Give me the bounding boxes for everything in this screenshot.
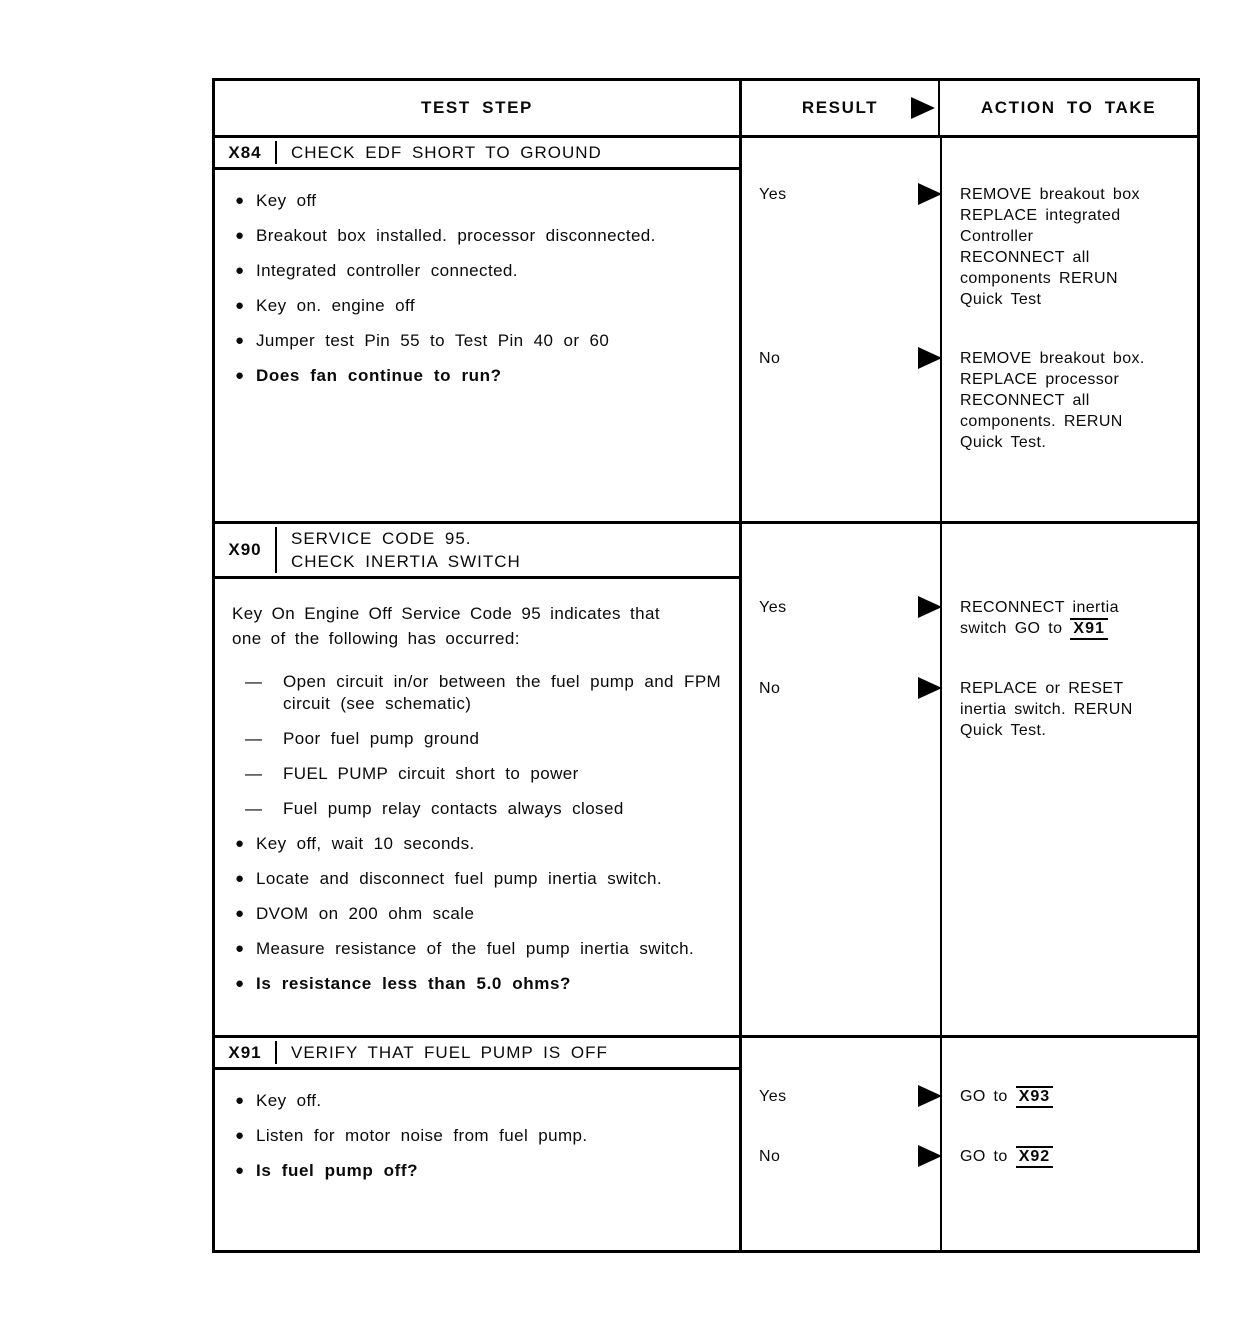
step-header-box — [215, 524, 739, 579]
dash-list-item — [215, 728, 723, 750]
step-item-list — [215, 190, 739, 387]
result-arrow-icon — [918, 1145, 942, 1167]
step-header-box — [215, 138, 739, 170]
step-title — [277, 141, 739, 164]
result-label: No — [759, 350, 781, 367]
item-text: Does fan continue to run? — [256, 366, 502, 385]
bullet-list-item — [215, 1090, 723, 1112]
result-row — [742, 678, 1197, 741]
item-text: Is fuel pump off? — [256, 1161, 419, 1180]
result-arrow-icon — [918, 347, 942, 369]
result-action-cell — [742, 138, 1197, 521]
bullet-marker-icon: ● — [235, 227, 245, 244]
dash-marker-icon: — — [245, 672, 263, 691]
step-header-box — [215, 1038, 739, 1070]
bullet-list-item — [215, 330, 723, 352]
result-action-cell — [742, 1038, 1197, 1250]
action-text: REMOVE breakout box. REPLACE processor RECONNECT all components. RERUN Quick Test. — [960, 350, 1145, 451]
dash-list-item — [215, 798, 723, 820]
bullet-list-item — [215, 225, 723, 247]
bullet-list-item — [215, 1125, 723, 1147]
bullet-marker-icon: ● — [235, 297, 245, 314]
item-text: Poor fuel pump ground — [283, 729, 480, 748]
item-text: Measure resistance of the fuel pump inertia switch. — [256, 939, 695, 958]
bullet-marker-icon: ● — [235, 262, 245, 279]
bullet-list-item — [215, 903, 723, 925]
item-text: Listen for motor noise from fuel pump. — [256, 1126, 588, 1145]
bullet-marker-icon: ● — [235, 192, 245, 209]
test-step-cell — [215, 524, 742, 1035]
step-id: X90 — [215, 527, 277, 573]
step-id: X84 — [215, 141, 277, 164]
result-arrow-icon — [918, 183, 942, 205]
item-text: DVOM on 200 ohm scale — [256, 904, 475, 923]
result-row — [742, 597, 1197, 640]
result-row — [742, 348, 1197, 453]
results-group — [742, 138, 1197, 453]
bullet-list-item — [215, 190, 723, 212]
result-cell — [742, 678, 942, 741]
item-text: Key off — [256, 191, 317, 210]
bullet-marker-icon: ● — [235, 332, 245, 349]
step-title-line: CHECK EDF SHORT TO GROUND — [291, 143, 602, 162]
result-column-header — [742, 81, 940, 135]
step-item-list — [215, 1090, 739, 1182]
table-header-row — [215, 81, 1197, 135]
result-arrow-icon — [918, 596, 942, 618]
item-text: Locate and disconnect fuel pump inertia switch. — [256, 869, 663, 888]
bullet-list-item — [215, 1160, 723, 1182]
bullet-list-item — [215, 973, 723, 995]
step-id: X91 — [215, 1041, 277, 1064]
column-divider — [940, 1038, 942, 1250]
results-group — [742, 1038, 1197, 1168]
result-label: Yes — [759, 1088, 787, 1105]
test-step-section-x91 — [215, 1035, 1197, 1250]
result-row — [742, 1086, 1197, 1108]
step-title — [277, 1041, 739, 1064]
bullet-marker-icon: ● — [235, 1127, 245, 1144]
bullet-list-item — [215, 938, 723, 960]
result-arrow-icon — [918, 1085, 942, 1107]
result-header-label: RESULT — [801, 98, 879, 117]
result-cell — [742, 184, 942, 310]
dash-marker-icon: — — [245, 799, 263, 818]
action-text: GO to X93 — [942, 1086, 1197, 1108]
bullet-marker-icon: ● — [235, 905, 245, 922]
dash-marker-icon: — — [245, 764, 263, 783]
test-step-cell — [215, 1038, 742, 1250]
action-text: RECONNECT inertia switch GO to X91 — [942, 597, 1197, 640]
result-label: No — [759, 680, 781, 697]
result-action-cell — [742, 524, 1197, 1035]
result-cell — [742, 1146, 942, 1168]
action-text: GO to X92 — [942, 1146, 1197, 1168]
item-text: Key on. engine off — [256, 296, 415, 315]
result-cell — [742, 1086, 942, 1108]
result-label: Yes — [759, 599, 787, 616]
bullet-marker-icon: ● — [235, 1092, 245, 1109]
bullet-list-item — [215, 295, 723, 317]
item-text: Breakout box installed. processor disconnected. — [256, 226, 656, 245]
result-label: No — [759, 1148, 781, 1165]
test-step-section-x84 — [215, 135, 1197, 521]
item-text: Fuel pump relay contacts always closed — [283, 799, 624, 818]
item-text: Jumper test Pin 55 to Test Pin 40 or 60 — [256, 331, 610, 350]
step-reference: X93 — [1016, 1086, 1053, 1108]
bullet-marker-icon: ● — [235, 1162, 245, 1179]
step-reference: X91 — [1070, 618, 1107, 640]
bullet-marker-icon: ● — [235, 367, 245, 384]
test-step-cell — [215, 138, 742, 521]
item-text: Integrated controller connected. — [256, 261, 518, 280]
item-text: FUEL PUMP circuit short to power — [283, 764, 579, 783]
result-row — [742, 184, 1197, 310]
step-title-line: CHECK INERTIA SWITCH — [291, 552, 521, 571]
bullet-list-item — [215, 365, 723, 387]
bullet-list-item — [215, 260, 723, 282]
bullet-marker-icon: ● — [235, 835, 245, 852]
dash-marker-icon: — — [245, 729, 263, 748]
step-title-line: VERIFY THAT FUEL PUMP IS OFF — [291, 1043, 608, 1062]
result-arrow-icon — [911, 97, 935, 119]
step-title-line: SERVICE CODE 95. — [291, 529, 472, 548]
item-text: Key off. — [256, 1091, 322, 1110]
step-reference: X92 — [1016, 1146, 1053, 1168]
bullet-marker-icon: ● — [235, 870, 245, 887]
action-text: REMOVE breakout box REPLACE integrated Controller RECONNECT all components RERUN Quick Test — [960, 186, 1140, 308]
step-title — [277, 527, 739, 573]
result-row — [742, 1146, 1197, 1168]
step-intro-text: Key On Engine Off Service Code 95 indicates that one of the following has occurred: — [232, 604, 660, 648]
dash-list-item — [215, 763, 723, 785]
item-text: Open circuit in/or between the fuel pump and FPM circuit (see schematic) — [283, 672, 722, 713]
item-text: Is resistance less than 5.0 ohms? — [256, 974, 572, 993]
action-column-header: ACTION TO TAKE — [980, 98, 1157, 117]
results-group — [742, 524, 1197, 741]
test-step-column-header: TEST STEP — [215, 81, 742, 135]
item-text: Key off, wait 10 seconds. — [256, 834, 475, 853]
action-text: REPLACE or RESET inertia switch. RERUN Quick Test. — [960, 680, 1133, 739]
diagnostic-table — [212, 78, 1200, 1253]
result-arrow-icon — [918, 677, 942, 699]
result-cell — [742, 597, 942, 640]
result-label: Yes — [759, 186, 787, 203]
bullet-list-item — [215, 833, 723, 855]
dash-list-item — [215, 671, 723, 715]
bullet-marker-icon: ● — [235, 940, 245, 957]
result-cell — [742, 348, 942, 453]
test-step-section-x90 — [215, 521, 1197, 1035]
bullet-list-item — [215, 868, 723, 890]
step-item-list — [215, 671, 739, 995]
bullet-marker-icon: ● — [235, 975, 245, 992]
